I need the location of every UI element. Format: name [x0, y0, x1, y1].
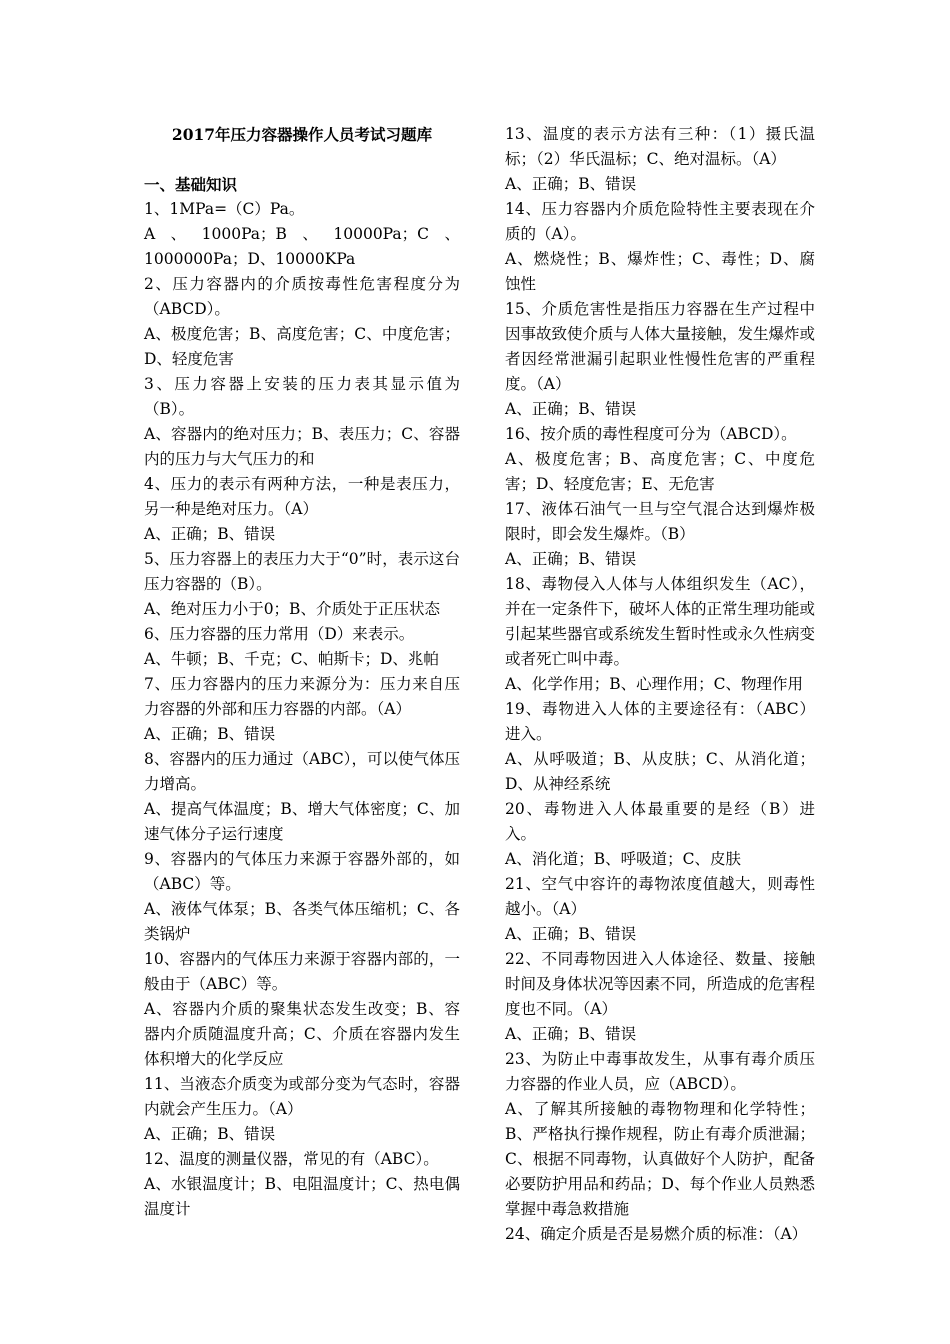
- question-line: 21、空气中容许的毒物浓度值越大，则毒性越小。（A）: [505, 875, 815, 918]
- question-line: A、正确；B、错误: [144, 1125, 276, 1143]
- question-line: 13、温度的表示方法有三种：（1）摄氏温标；（2）华氏温标；C、绝对温标。（A）: [505, 125, 815, 168]
- question-line: A、绝对压力小于0；B、介质处于正压状态: [144, 600, 440, 618]
- question-line: 6、压力容器的压力常用（D）来表示。: [144, 625, 415, 643]
- question-line: A、正确；B、错误: [505, 550, 637, 568]
- question-line: 5、压力容器上的表压力大于“0”时，表示这台压力容器的（B）。: [144, 550, 460, 593]
- left-column: [144, 122, 460, 1222]
- question-line: A、容器内介质的聚集状态发生改变；B、容器内介质随温度升高；C、介质在容器内发生体积增大的化学反应: [144, 1000, 460, 1068]
- question-line: 7、压力容器内的压力来源分为：压力来自压力容器的外部和压力容器的内部。（A）: [144, 675, 460, 718]
- question-line: A、从呼吸道；B、从皮肤；C、从消化道；D、从神经系统: [505, 750, 815, 793]
- question-line: 2、压力容器内的介质按毒性危害程度分为（ABCD）。: [144, 275, 460, 318]
- question-line: A、正确；B、错误: [505, 175, 637, 193]
- question-line: A、液体气体泵；B、各类气体压缩机；C、各类锅炉: [144, 900, 460, 943]
- question-line: A、正确；B、错误: [505, 400, 637, 418]
- question-line: 4、压力的表示有两种方法，一种是表压力，另一种是绝对压力。（A）: [144, 475, 460, 518]
- left-question-list: [144, 197, 460, 1222]
- question-line: 22、不同毒物因进入人体途径、数量、接触时间及身体状况等因素不同，所造成的危害程度也不同。（A）: [505, 950, 816, 1018]
- question-line: 11、当液态介质变为或部分变为气态时，容器内就会产生压力。（A）: [144, 1075, 460, 1118]
- question-line: A、容器内的绝对压力；B、表压力；C、容器内的压力与大气压力的和: [144, 425, 460, 468]
- question-line: A、正确；B、错误: [505, 1025, 637, 1043]
- question-line: 3、压力容器上安装的压力表其显示值为（B）。: [144, 375, 460, 418]
- question-line: A、极度危害；B、高度危害；C、中度危害；D、轻度危害: [144, 325, 460, 368]
- question-line: 1、1MPa=（C）Pa。: [144, 200, 305, 218]
- question-line: 12、温度的测量仪器，常见的有（ABC）。: [144, 1150, 439, 1168]
- question-line: 23、为防止中毒事故发生，从事有毒介质压力容器的作业人员，应（ABCD）。: [505, 1050, 815, 1093]
- question-line: 8、容器内的压力通过（ABC），可以使气体压力增高。: [144, 750, 460, 793]
- question-line: A、化学作用；B、心理作用；C、物理作用: [505, 675, 803, 693]
- right-column: [505, 122, 815, 1247]
- question-line: A、正确；B、错误: [144, 525, 276, 543]
- question-line: 20、毒物进入人体最重要的是经（B）进入。: [505, 800, 815, 843]
- question-line: A、正确；B、错误: [144, 725, 276, 743]
- question-line: 24、确定介质是否是易燃介质的标准：（A）: [505, 1225, 808, 1243]
- question-line: 10、容器内的气体压力来源于容器内部的，一般由于（ABC）等。: [144, 950, 460, 993]
- question-line: A、极度危害；B、高度危害；C、中度危害；D、轻度危害；E、无危害: [505, 450, 815, 493]
- document-title: 2017年压力容器操作人员考试习题库: [171, 125, 433, 144]
- question-line: A、燃烧性；B、爆炸性；C、毒性；D、腐蚀性: [505, 250, 815, 293]
- question-line: 15、介质危害性是指压力容器在生产过程中因事故致使介质与人体大量接触，发生爆炸或者因经常泄漏引起职业性慢性危害的严重程度。（A）: [505, 300, 816, 393]
- question-line: 16、按介质的毒性程度可分为（ABCD）。: [505, 425, 797, 443]
- question-line: 14、压力容器内介质危险特性主要表现在介质的（A）。: [505, 200, 815, 243]
- question-line: A、了解其所接触的毒物物理和化学特性；B、严格执行操作规程，防止有毒介质泄漏；C、根据不同毒物，认真做好个人防护，配备必要防护用品和药品；D、每个作业人员熟悉掌握中毒急救措施: [505, 1100, 815, 1218]
- question-line: A、牛顿；B、千克；C、帕斯卡；D、兆帕: [144, 650, 439, 668]
- section-heading: 一、基础知识: [144, 175, 238, 194]
- question-line: 18、毒物侵入人体与人体组织发生（AC），并在一定条件下，破坏人体的正常生理功能或引起某些器官或系统发生暂时性或永久性病变或者死亡叫中毒。: [505, 575, 816, 668]
- question-line: A、正确；B、错误: [505, 925, 637, 943]
- question-line: 19、毒物进入人体的主要途径有：（ABC）进入。: [505, 700, 815, 743]
- question-line: 9、容器内的气体压力来源于容器外部的，如（ABC）等。: [144, 850, 460, 893]
- question-line: A、1000Pa；B、10000Pa；C、1000000Pa；D、10000KPa: [144, 225, 460, 268]
- question-line: A、提高气体温度；B、增大气体密度；C、加速气体分子运行速度: [144, 800, 460, 843]
- question-line: A、消化道；B、呼吸道；C、皮肤: [505, 850, 741, 868]
- right-question-list: [505, 122, 815, 1247]
- question-line: 17、液体石油气一旦与空气混合达到爆炸极限时，即会发生爆炸。（B）: [505, 500, 815, 543]
- question-line: A、水银温度计；B、电阻温度计；C、热电偶温度计: [144, 1175, 460, 1218]
